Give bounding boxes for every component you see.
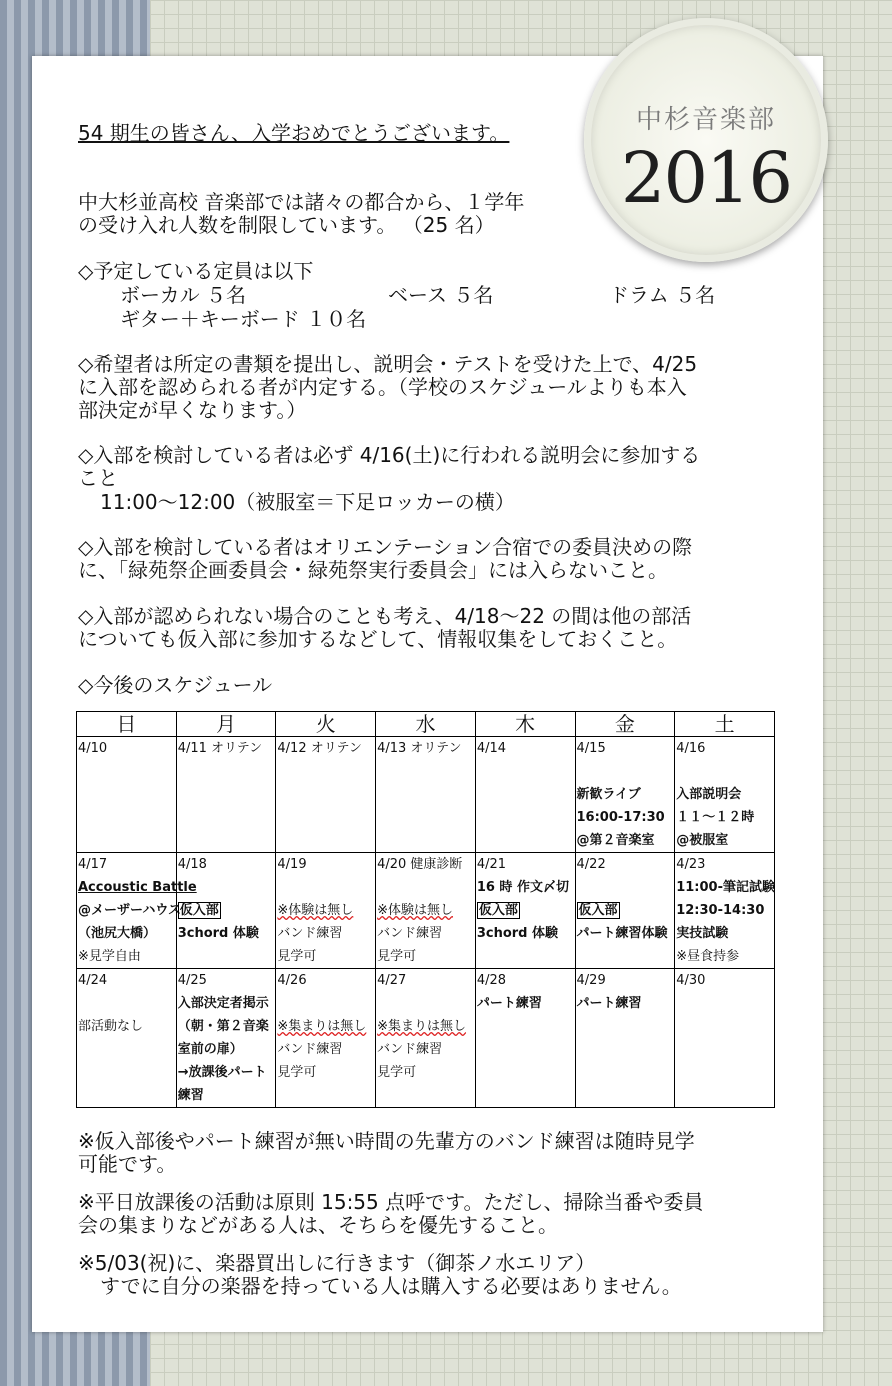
- day-cell-4-24: [77, 969, 177, 1108]
- capacity-drums: ドラム ５名: [609, 283, 716, 307]
- cell-line: @第２音楽室: [576, 833, 655, 848]
- cell-line: 3chord 体験: [476, 926, 558, 941]
- calendar-week-1: [77, 737, 775, 853]
- trial-join-badge: 仮入部: [179, 903, 219, 918]
- apply-line-2: に入部を認められる者が内定する。（学校のスケジュールよりも本入: [78, 375, 687, 399]
- day-cell-4-15: [575, 737, 675, 853]
- cell-line: 部活動なし: [78, 1019, 144, 1034]
- day-cell-4-14: [475, 737, 575, 853]
- cell-line: 4/12 オリテン: [277, 741, 362, 756]
- badge-club-name: 中杉音楽部: [635, 105, 776, 135]
- calendar-week-2: [77, 853, 775, 969]
- cell-line: 見学可: [277, 949, 317, 964]
- cell-line: [377, 876, 474, 899]
- cell-line: [676, 760, 773, 783]
- weekday-mon: 月: [176, 712, 276, 737]
- cell-line: [78, 992, 175, 1015]
- cell-line: ※見学自由: [78, 949, 141, 964]
- cell-line: 4/17: [78, 857, 108, 872]
- capacity-bass: ベース ５名: [388, 283, 494, 307]
- session-line-1: ◇入部を検討している者は必ず 4/16(土)に行われる説明会に参加する: [78, 443, 701, 467]
- cell-line: 4/22: [576, 857, 606, 872]
- day-cell-4-27: [376, 969, 476, 1108]
- cell-line: バンド練習: [277, 1042, 343, 1057]
- day-cell-4-25: [176, 969, 276, 1108]
- committee-line-2: に、「緑苑祭企画委員会・緑苑祭実行委員会」には入らないこと。: [78, 558, 668, 582]
- note-band-line-1: ※仮入部後やパート練習が無い時間の先輩方のバンド練習は随時見学: [78, 1129, 695, 1153]
- note-rollcall-line-1: ※平日放課後の活動は原則 15:55 点呼です。ただし、掃除当番や委員: [78, 1190, 704, 1214]
- cell-line: [178, 899, 275, 922]
- note-band-line-2: 可能です。: [78, 1152, 177, 1176]
- day-cell-4-29: [575, 969, 675, 1108]
- weekday-wed: 水: [376, 712, 476, 737]
- capacity-guitar-keys: ギター＋キーボード １０名: [120, 307, 367, 331]
- apply-line-3: 部決定が早くなります。）: [78, 398, 307, 422]
- cell-line: ※昼食持参: [676, 949, 740, 964]
- day-cell-4-16: [675, 737, 775, 853]
- cell-line: 16 時 作文〆切: [476, 880, 569, 895]
- cell-line: [577, 760, 674, 783]
- session-line-2: こと: [78, 466, 118, 490]
- capacity-heading: ◇予定している定員は以下: [78, 259, 314, 283]
- cell-line: 4/28: [476, 973, 507, 988]
- committee-line-1: ◇入部を検討している者はオリエンテーション合宿での委員決めの際: [78, 535, 693, 559]
- cell-line: 4/14: [476, 741, 507, 756]
- note-rollcall-line-2: 会の集まりなどがある人は、そちらを優先すること。: [78, 1213, 558, 1237]
- cell-line: 4/21: [476, 857, 507, 872]
- cell-line: @被服室: [676, 833, 729, 848]
- cell-line: [676, 992, 773, 1015]
- badge-year: 2016: [620, 137, 792, 219]
- cell-line: @メーザーハウス: [78, 903, 181, 918]
- weekday-thu: 木: [475, 712, 575, 737]
- cell-line: 見学可: [277, 1065, 317, 1080]
- cell-line: 4/19: [277, 857, 307, 872]
- cell-line: [577, 876, 674, 899]
- cell-line: 入部説明会: [676, 787, 742, 802]
- other-line-2: についても仮入部に参加するなどして、情報収集をしておくこと。: [78, 627, 678, 651]
- weekday-sun: 日: [77, 712, 177, 737]
- cell-line: →放課後パート: [177, 1065, 267, 1080]
- cell-line: 4/29: [576, 973, 606, 988]
- cell-line: 4/23: [676, 857, 706, 872]
- session-time: 11:00～12:00（被服室＝下足ロッカーの横）: [100, 490, 515, 514]
- cell-line: 入部決定者掲示: [177, 996, 269, 1011]
- weekday-fri: 金: [575, 712, 675, 737]
- cell-line: 4/24: [78, 973, 108, 988]
- cell-line: 4/30: [676, 973, 706, 988]
- apply-line-1: ◇希望者は所定の書類を提出し、説明会・テストを受けた上で、4/25: [78, 352, 698, 376]
- other-line-1: ◇入部が認められない場合のことも考え、4/18～22 の間は他の部活: [78, 604, 692, 628]
- cell-line: 3chord 体験: [177, 926, 259, 941]
- cell-line: バンド練習: [377, 1042, 443, 1057]
- club-year-badge: [584, 18, 828, 262]
- cell-line: Accoustic Battle: [78, 880, 197, 895]
- day-cell-4-11: [176, 737, 276, 853]
- cell-line: 4/25: [177, 973, 207, 988]
- intro-line-1: 中大杉並高校 音楽部では諸々の都合から、１学年: [78, 190, 525, 214]
- cell-line: 4/26: [277, 973, 307, 988]
- cell-line: （朝・第２音楽: [177, 1019, 269, 1034]
- cell-line: 4/10: [78, 741, 108, 756]
- intro-line-2: の受け入れ人数を制限しています。 （25 名）: [78, 213, 495, 237]
- cell-line: [577, 899, 674, 922]
- cell-line: 見学可: [377, 949, 417, 964]
- cell-line: バンド練習: [277, 926, 343, 941]
- cell-line: 実技試験: [676, 926, 729, 941]
- day-cell-4-26: [276, 969, 376, 1108]
- cell-line: 4/20 健康診断: [377, 857, 463, 872]
- cell-line: パート練習体験: [576, 926, 668, 941]
- cell-line: 練習: [177, 1088, 204, 1103]
- cell-line: 4/13 オリテン: [377, 741, 462, 756]
- cell-line: バンド練習: [377, 926, 443, 941]
- calendar-weekday-row: [77, 712, 775, 737]
- cell-line: 新歓ライブ: [576, 787, 641, 802]
- cell-line: ※体験は無し: [377, 903, 454, 918]
- calendar-week-3: [77, 969, 775, 1108]
- day-cell-4-21: [475, 853, 575, 969]
- day-cell-4-23: [675, 853, 775, 969]
- cell-line: [277, 992, 374, 1015]
- cell-line: 4/15: [576, 741, 606, 756]
- day-cell-4-10: [77, 737, 177, 853]
- cell-line: パート練習: [576, 996, 642, 1011]
- note-instruments-line-2: すでに自分の楽器を持っている人は購入する必要はありません。: [100, 1274, 682, 1298]
- weekday-sat: 土: [675, 712, 775, 737]
- cell-line: ※集まりは無し: [377, 1019, 467, 1034]
- cell-line: １１～１２時: [676, 810, 755, 825]
- weekday-tue: 火: [276, 712, 376, 737]
- note-instruments-line-1: ※5/03(祝)に、楽器買出しに行きます（御茶ノ水エリア）: [78, 1251, 596, 1275]
- day-cell-4-30: [675, 969, 775, 1108]
- trial-join-badge: 仮入部: [478, 903, 518, 918]
- cell-line: ※集まりは無し: [277, 1019, 367, 1034]
- cell-line: 4/16: [676, 741, 706, 756]
- cell-line: [477, 899, 574, 922]
- cell-line: パート練習: [476, 996, 542, 1011]
- cell-line: 16:00-17:30: [576, 810, 665, 825]
- day-cell-4-20: [376, 853, 476, 969]
- cell-line: [277, 876, 374, 899]
- cell-line: 4/11 オリテン: [177, 741, 263, 756]
- cell-line: 室前の扉）: [177, 1042, 243, 1057]
- cell-line: 12:30-14:30: [676, 903, 765, 918]
- day-cell-4-13: [376, 737, 476, 853]
- cell-line: 4/18: [177, 857, 207, 872]
- trial-join-badge: 仮入部: [578, 903, 618, 918]
- cell-line: ※体験は無し: [277, 903, 354, 918]
- cell-line: 見学可: [377, 1065, 417, 1080]
- day-cell-4-22: [575, 853, 675, 969]
- cell-line: [377, 992, 474, 1015]
- cell-line: （池尻大橋）: [78, 926, 157, 941]
- schedule-calendar: [76, 711, 775, 1108]
- capacity-vocal: ボーカル ５名: [120, 283, 246, 307]
- day-cell-4-19: [276, 853, 376, 969]
- cell-line: 11:00-筆記試験: [676, 880, 775, 895]
- day-cell-4-18: [176, 853, 276, 969]
- day-cell-4-12: [276, 737, 376, 853]
- schedule-heading: ◇今後のスケジュール: [78, 673, 273, 697]
- greeting: 54 期生の皆さん、入学おめでとうございます。: [78, 121, 510, 145]
- cell-line: 4/27: [377, 973, 407, 988]
- day-cell-4-28: [475, 969, 575, 1108]
